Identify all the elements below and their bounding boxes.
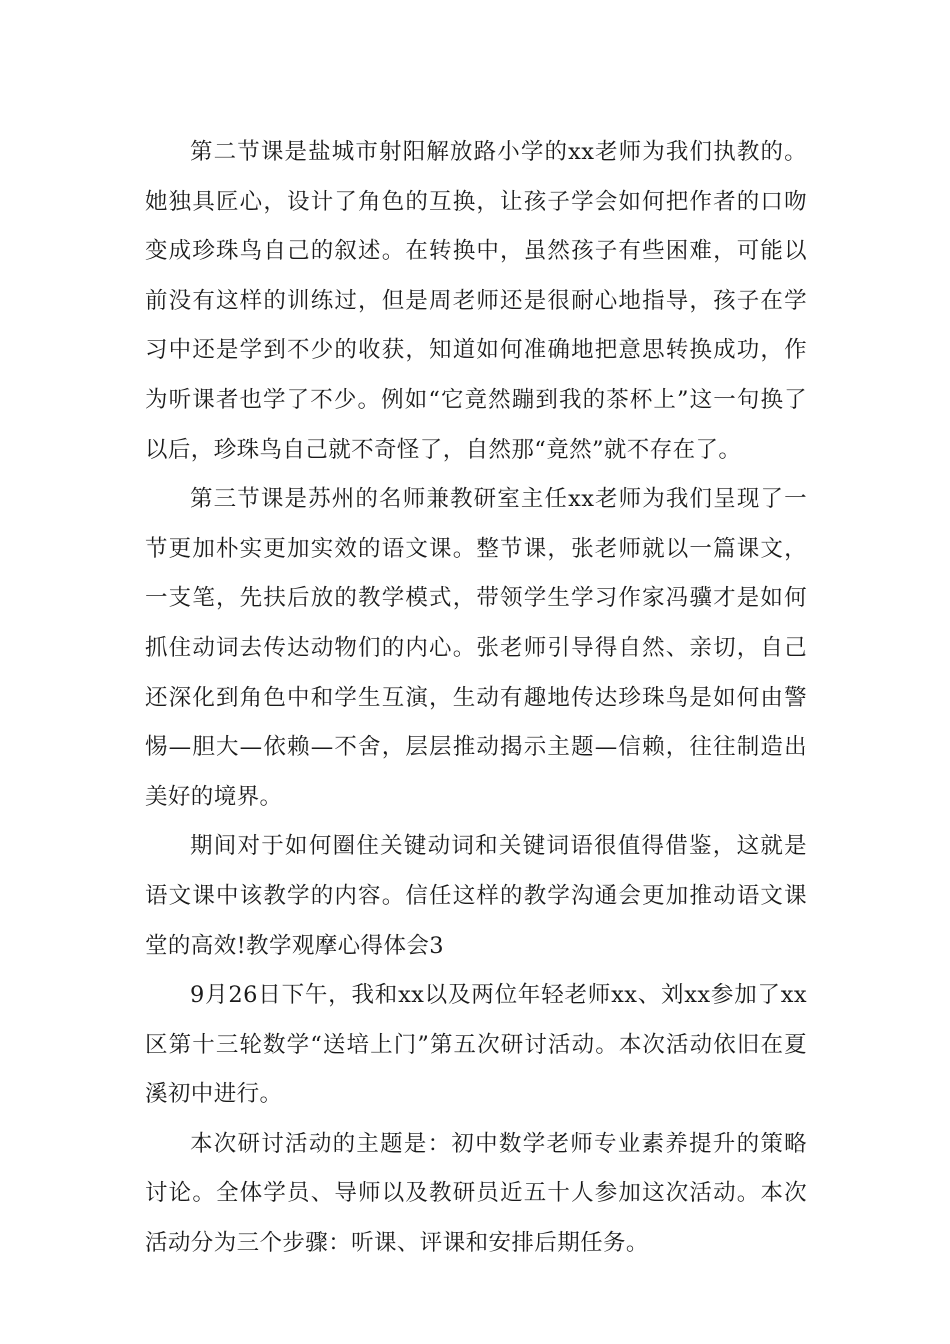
document-body xyxy=(145,128,807,1269)
paragraph: 9月26日下午，我和xx以及两位年轻老师xx、刘xx参加了xx区第十三轮数学“送培上门”第五次研讨活动。本次活动依旧在夏溪初中进行。 xyxy=(145,982,807,1108)
paragraph: 本次研讨活动的主题是：初中数学老师专业素养提升的策略讨论。全体学员、导师以及教研员近五十人参加这次活动。本次活动分为三个步骤：听课、评课和安排后期任务。 xyxy=(145,1130,807,1257)
paragraph: 第二节课是盐城市射阳解放路小学的xx老师为我们执教的。她独具匠心，设计了角色的互换，让孩子学会如何把作者的口吻变成珍珠鸟自己的叙述。在转换中，虽然孩子有些困难，可能以前没有这样的训练过，但是周老师还是很耐心地指导，孩子在学习中还是学到不少的收获，知道如何准确地把意思转换成功，作为听课者也学了不少。例如“它竟然蹦到我的茶杯上”这一句换了以后，珍珠鸟自己就不奇怪了，自然那“竟然”就不存在了。 xyxy=(145,139,807,463)
paragraph: 期间对于如何圈住关键动词和关键词语很值得借鉴，这就是语文课中该教学的内容。信任这样的教学沟通会更加推动语文课堂的高效!教学观摩心得体会3 xyxy=(145,833,807,959)
paragraph: 第三节课是苏州的名师兼教研室主任xx老师为我们呈现了一节更加朴实更加实效的语文课。整节课，张老师就以一篇课文，一支笔，先扶后放的教学模式，带领学生学习作家冯骥才是如何抓住动词去传达动物们的内心。张老师引导得自然、亲切，自己还深化到角色中和学生互演，生动有趣地传达珍珠鸟是如何由警惕—胆大—依赖—不舍，层层推动揭示主题—信赖，往往制造出美好的境界。 xyxy=(145,486,807,810)
